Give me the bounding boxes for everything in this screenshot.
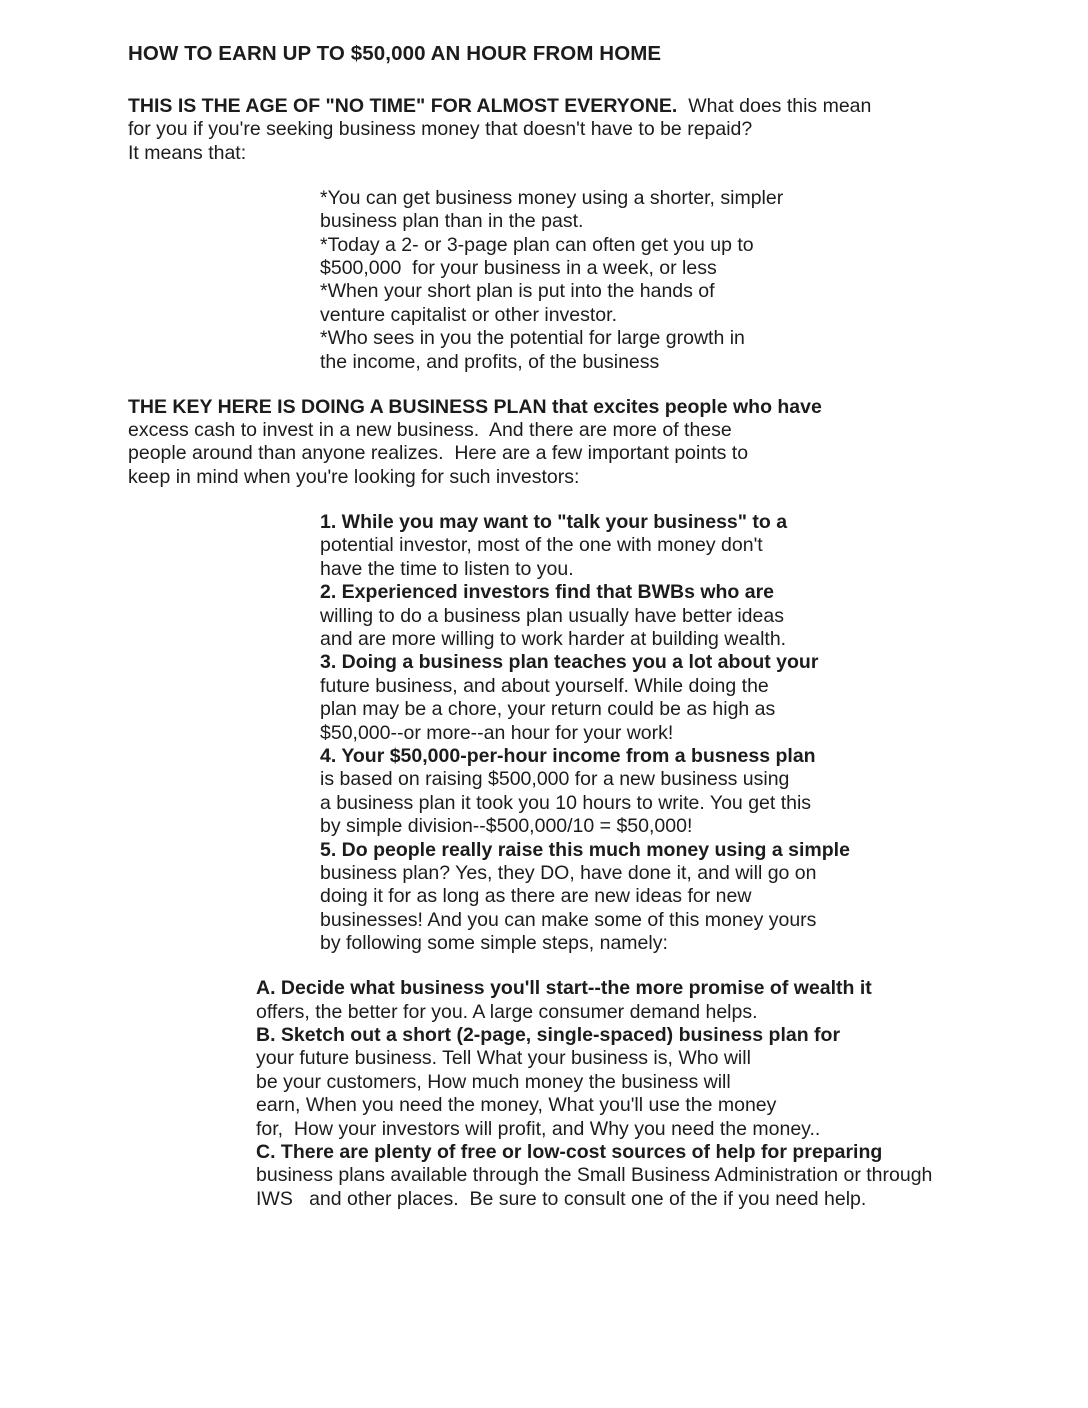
text-line: people around than anyone realizes. Here are a few important points to — [128, 442, 749, 465]
text-line: for, How your investors will profit, and Why you need the money.. — [256, 1117, 821, 1140]
text-line: B. Sketch out a short (2-page, single-spaced) business plan for — [256, 1024, 841, 1046]
text-line: *Today a 2- or 3-page plan can often get you up to — [320, 233, 754, 256]
text-line: 3. Doing a business plan teaches you a lot about your — [320, 651, 819, 674]
text-line: the income, and profits, of the business — [320, 350, 660, 373]
text-line: be your customers, How much money the business will — [256, 1070, 731, 1093]
text-line: doing it for as long as there are new ideas for new — [320, 885, 752, 908]
text-line: earn, When you need the money, What you'll use the money — [256, 1094, 777, 1117]
section-numbered-points — [320, 511, 1008, 956]
text-line: C. There are plenty of free or low-cost sources of help for preparing — [256, 1141, 883, 1164]
text-line: 1. While you may want to "talk your business" to a — [320, 510, 788, 533]
text-line: future business, and about yourself. While doing the — [320, 674, 769, 697]
section-lettered-steps — [256, 977, 1008, 1211]
text-line: $500,000 for your business in a week, or less — [320, 257, 717, 280]
text-line: a business plan it took you 10 hours to write. You get this — [320, 791, 812, 814]
text-line: IWS and other places. Be sure to consult one of the if you need help. — [256, 1187, 867, 1210]
text-line: business plan? Yes, they DO, have done it, and will go on — [320, 861, 817, 884]
document-body — [128, 95, 1008, 1211]
text-line: $50,000--or more--an hour for your work! — [320, 721, 674, 744]
section-benefit-bullets — [320, 187, 1008, 374]
text-line: keep in mind when you're looking for such investors: — [128, 465, 580, 488]
text-line: plan may be a chore, your return could be as high as — [320, 698, 776, 721]
text-line: It means that: — [128, 141, 247, 164]
text-line: 2. Experienced investors find that BWBs who are — [320, 581, 775, 604]
text-line: *Who sees in you the potential for large growth in — [320, 327, 745, 350]
text-line: have the time to listen to you. — [320, 557, 574, 580]
section-intro-paragraph — [128, 95, 1008, 165]
text-line: *You can get business money using a shorter, simpler — [320, 186, 784, 209]
text-line: is based on raising $500,000 for a new business using — [320, 768, 790, 791]
text-line: business plans available through the Small Business Administration or through — [256, 1164, 933, 1187]
section-key-paragraph — [128, 396, 1008, 490]
text-line: *When your short plan is put into the hands of — [320, 280, 715, 303]
text-line: excess cash to invest in a new business. And there are more of these — [128, 419, 732, 442]
text-line: 4. Your $50,000-per-hour income from a busness plan — [320, 744, 816, 767]
text-line: offers, the better for you. A large consumer demand helps. — [256, 1000, 758, 1023]
text-line: THE KEY HERE IS DOING A BUSINESS PLAN that excites people who have — [128, 395, 822, 418]
text-line: and are more willing to work harder at building wealth. — [320, 627, 787, 650]
text-line: your future business. Tell What your business is, Who will — [256, 1047, 751, 1070]
text-line: for you if you're seeking business money that doesn't have to be repaid? — [128, 118, 753, 141]
text-line: by simple division--$500,000/10 = $50,000! — [320, 815, 693, 838]
text-line: venture capitalist or other investor. — [320, 303, 617, 326]
text-line: by following some simple steps, namely: — [320, 932, 668, 955]
text-line: A. Decide what business you'll start--the more promise of wealth it — [256, 977, 872, 1000]
text-line: 5. Do people really raise this much money using a simple — [320, 838, 850, 861]
text-line: businesses! And you can make some of this money yours — [320, 908, 817, 931]
text-line: willing to do a business plan usually have better ideas — [320, 604, 784, 627]
text-line: THIS IS THE AGE OF "NO TIME" FOR ALMOST EVERYONE. What does this mean — [128, 95, 872, 117]
document-title: HOW TO EARN UP TO $50,000 AN HOUR FROM HOME — [128, 42, 662, 65]
text-line: business plan than in the past. — [320, 210, 584, 233]
text-line: potential investor, most of the one with money don't — [320, 534, 763, 557]
